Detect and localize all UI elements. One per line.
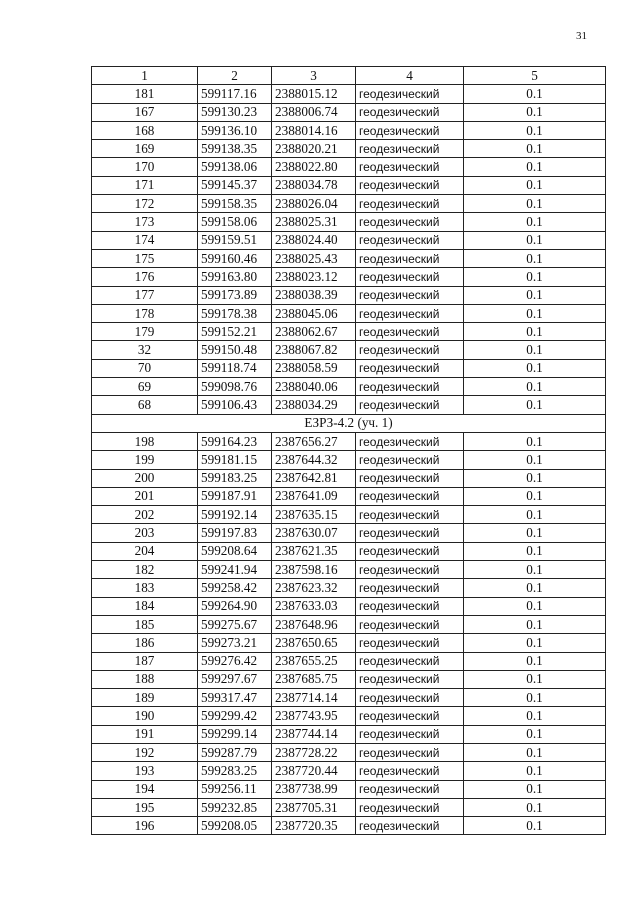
- table-row: [92, 817, 606, 835]
- precision-cell: 0.1: [464, 451, 606, 469]
- method-cell: геодезический: [356, 140, 464, 158]
- method-cell: геодезический: [356, 487, 464, 505]
- y-coordinate-cell: 2388024.40: [272, 231, 356, 249]
- x-coordinate-cell: 599299.14: [198, 725, 272, 743]
- precision-cell: 0.1: [464, 817, 606, 835]
- y-coordinate-cell: 2388022.80: [272, 158, 356, 176]
- x-coordinate-cell: 599173.89: [198, 286, 272, 304]
- method-cell: геодезический: [356, 158, 464, 176]
- y-coordinate-cell: 2387705.31: [272, 798, 356, 816]
- point-number-cell: 199: [92, 451, 198, 469]
- precision-cell: 0.1: [464, 469, 606, 487]
- table-row: [92, 213, 606, 231]
- column-header-4: 4: [356, 67, 464, 85]
- precision-cell: 0.1: [464, 195, 606, 213]
- x-coordinate-cell: 599130.23: [198, 103, 272, 121]
- precision-cell: 0.1: [464, 762, 606, 780]
- y-coordinate-cell: 2388038.39: [272, 286, 356, 304]
- x-coordinate-cell: 599299.42: [198, 707, 272, 725]
- method-cell: геодезический: [356, 359, 464, 377]
- table-row: [92, 249, 606, 267]
- point-number-cell: 179: [92, 323, 198, 341]
- precision-cell: 0.1: [464, 615, 606, 633]
- y-coordinate-cell: 2387633.03: [272, 597, 356, 615]
- method-cell: геодезический: [356, 707, 464, 725]
- x-coordinate-cell: 599192.14: [198, 506, 272, 524]
- method-cell: геодезический: [356, 743, 464, 761]
- x-coordinate-cell: 599160.46: [198, 249, 272, 267]
- column-header-2: 2: [198, 67, 272, 85]
- table-row: [92, 689, 606, 707]
- point-number-cell: 174: [92, 231, 198, 249]
- table-row: [92, 121, 606, 139]
- precision-cell: 0.1: [464, 487, 606, 505]
- precision-cell: 0.1: [464, 304, 606, 322]
- point-number-cell: 186: [92, 634, 198, 652]
- table-row: [92, 506, 606, 524]
- table-row: [92, 615, 606, 633]
- precision-cell: 0.1: [464, 158, 606, 176]
- y-coordinate-cell: 2388034.78: [272, 176, 356, 194]
- precision-cell: 0.1: [464, 725, 606, 743]
- precision-cell: 0.1: [464, 432, 606, 450]
- point-number-cell: 203: [92, 524, 198, 542]
- table-row: [92, 231, 606, 249]
- x-coordinate-cell: 599241.94: [198, 561, 272, 579]
- method-cell: геодезический: [356, 798, 464, 816]
- table-row: [92, 378, 606, 396]
- x-coordinate-cell: 599208.05: [198, 817, 272, 835]
- point-number-cell: 191: [92, 725, 198, 743]
- point-number-cell: 185: [92, 615, 198, 633]
- x-coordinate-cell: 599181.15: [198, 451, 272, 469]
- method-cell: геодезический: [356, 670, 464, 688]
- method-cell: геодезический: [356, 615, 464, 633]
- table-row: [92, 85, 606, 103]
- point-number-cell: 178: [92, 304, 198, 322]
- x-coordinate-cell: 599159.51: [198, 231, 272, 249]
- point-number-cell: 194: [92, 780, 198, 798]
- y-coordinate-cell: 2387743.95: [272, 707, 356, 725]
- point-number-cell: 173: [92, 213, 198, 231]
- table-row: [92, 341, 606, 359]
- method-cell: геодезический: [356, 597, 464, 615]
- x-coordinate-cell: 599163.80: [198, 268, 272, 286]
- table-row: [92, 743, 606, 761]
- table-row: [92, 304, 606, 322]
- precision-cell: 0.1: [464, 176, 606, 194]
- x-coordinate-cell: 599264.90: [198, 597, 272, 615]
- table-row: [92, 268, 606, 286]
- point-number-cell: 193: [92, 762, 198, 780]
- table-body: [92, 85, 606, 835]
- y-coordinate-cell: 2387685.75: [272, 670, 356, 688]
- point-number-cell: 171: [92, 176, 198, 194]
- precision-cell: 0.1: [464, 780, 606, 798]
- method-cell: геодезический: [356, 396, 464, 414]
- y-coordinate-cell: 2388020.21: [272, 140, 356, 158]
- y-coordinate-cell: 2387650.65: [272, 634, 356, 652]
- table-row: [92, 762, 606, 780]
- x-coordinate-cell: 599197.83: [198, 524, 272, 542]
- x-coordinate-cell: 599164.23: [198, 432, 272, 450]
- point-number-cell: 182: [92, 561, 198, 579]
- x-coordinate-cell: 599208.64: [198, 542, 272, 560]
- method-cell: геодезический: [356, 103, 464, 121]
- precision-cell: 0.1: [464, 670, 606, 688]
- y-coordinate-cell: 2388015.12: [272, 85, 356, 103]
- y-coordinate-cell: 2388023.12: [272, 268, 356, 286]
- table-row: [92, 176, 606, 194]
- point-number-cell: 187: [92, 652, 198, 670]
- table-row: [92, 561, 606, 579]
- precision-cell: 0.1: [464, 506, 606, 524]
- method-cell: геодезический: [356, 304, 464, 322]
- x-coordinate-cell: 599183.25: [198, 469, 272, 487]
- y-coordinate-cell: 2387642.81: [272, 469, 356, 487]
- y-coordinate-cell: 2387621.35: [272, 542, 356, 560]
- precision-cell: 0.1: [464, 140, 606, 158]
- y-coordinate-cell: 2387744.14: [272, 725, 356, 743]
- page-number: 31: [576, 30, 587, 42]
- table-row: [92, 579, 606, 597]
- table-row: [92, 652, 606, 670]
- table-row: [92, 670, 606, 688]
- x-coordinate-cell: 599117.16: [198, 85, 272, 103]
- coordinates-table: [91, 66, 606, 835]
- table-row: [92, 707, 606, 725]
- method-cell: геодезический: [356, 524, 464, 542]
- point-number-cell: 32: [92, 341, 198, 359]
- method-cell: геодезический: [356, 451, 464, 469]
- y-coordinate-cell: 2387714.14: [272, 689, 356, 707]
- x-coordinate-cell: 599287.79: [198, 743, 272, 761]
- y-coordinate-cell: 2388025.31: [272, 213, 356, 231]
- table-row: [92, 524, 606, 542]
- point-number-cell: 190: [92, 707, 198, 725]
- method-cell: геодезический: [356, 286, 464, 304]
- y-coordinate-cell: 2388067.82: [272, 341, 356, 359]
- y-coordinate-cell: 2388025.43: [272, 249, 356, 267]
- precision-cell: 0.1: [464, 121, 606, 139]
- table-row: [92, 359, 606, 377]
- point-number-cell: 198: [92, 432, 198, 450]
- method-cell: геодезический: [356, 378, 464, 396]
- x-coordinate-cell: 599145.37: [198, 176, 272, 194]
- point-number-cell: 183: [92, 579, 198, 597]
- point-number-cell: 172: [92, 195, 198, 213]
- point-number-cell: 192: [92, 743, 198, 761]
- table-row: [92, 780, 606, 798]
- method-cell: геодезический: [356, 249, 464, 267]
- point-number-cell: 176: [92, 268, 198, 286]
- column-header-5: 5: [464, 67, 606, 85]
- table-row: [92, 195, 606, 213]
- y-coordinate-cell: 2387738.99: [272, 780, 356, 798]
- point-number-cell: 196: [92, 817, 198, 835]
- y-coordinate-cell: 2387655.25: [272, 652, 356, 670]
- table-row: [92, 634, 606, 652]
- precision-cell: 0.1: [464, 268, 606, 286]
- table-row: [92, 432, 606, 450]
- y-coordinate-cell: 2388026.04: [272, 195, 356, 213]
- point-number-cell: 181: [92, 85, 198, 103]
- table-row: [92, 798, 606, 816]
- precision-cell: 0.1: [464, 396, 606, 414]
- point-number-cell: 184: [92, 597, 198, 615]
- method-cell: геодезический: [356, 268, 464, 286]
- x-coordinate-cell: 599232.85: [198, 798, 272, 816]
- y-coordinate-cell: 2388006.74: [272, 103, 356, 121]
- method-cell: геодезический: [356, 231, 464, 249]
- method-cell: геодезический: [356, 213, 464, 231]
- table-row: [92, 158, 606, 176]
- precision-cell: 0.1: [464, 542, 606, 560]
- x-coordinate-cell: 599297.67: [198, 670, 272, 688]
- x-coordinate-cell: 599138.06: [198, 158, 272, 176]
- method-cell: геодезический: [356, 634, 464, 652]
- point-number-cell: 188: [92, 670, 198, 688]
- x-coordinate-cell: 599256.11: [198, 780, 272, 798]
- precision-cell: 0.1: [464, 524, 606, 542]
- point-number-cell: 70: [92, 359, 198, 377]
- x-coordinate-cell: 599136.10: [198, 121, 272, 139]
- point-number-cell: 202: [92, 506, 198, 524]
- column-header-3: 3: [272, 67, 356, 85]
- point-number-cell: 189: [92, 689, 198, 707]
- precision-cell: 0.1: [464, 213, 606, 231]
- precision-cell: 0.1: [464, 378, 606, 396]
- method-cell: геодезический: [356, 341, 464, 359]
- method-cell: геодезический: [356, 762, 464, 780]
- y-coordinate-cell: 2387656.27: [272, 432, 356, 450]
- y-coordinate-cell: 2387635.15: [272, 506, 356, 524]
- y-coordinate-cell: 2388058.59: [272, 359, 356, 377]
- point-number-cell: 169: [92, 140, 198, 158]
- precision-cell: 0.1: [464, 707, 606, 725]
- y-coordinate-cell: 2387648.96: [272, 615, 356, 633]
- precision-cell: 0.1: [464, 652, 606, 670]
- y-coordinate-cell: 2387641.09: [272, 487, 356, 505]
- y-coordinate-cell: 2388034.29: [272, 396, 356, 414]
- method-cell: геодезический: [356, 579, 464, 597]
- method-cell: геодезический: [356, 506, 464, 524]
- method-cell: геодезический: [356, 542, 464, 560]
- y-coordinate-cell: 2387720.44: [272, 762, 356, 780]
- method-cell: геодезический: [356, 85, 464, 103]
- point-number-cell: 69: [92, 378, 198, 396]
- point-number-cell: 68: [92, 396, 198, 414]
- x-coordinate-cell: 599118.74: [198, 359, 272, 377]
- precision-cell: 0.1: [464, 249, 606, 267]
- method-cell: геодезический: [356, 725, 464, 743]
- table-row: [92, 487, 606, 505]
- precision-cell: 0.1: [464, 85, 606, 103]
- y-coordinate-cell: 2387630.07: [272, 524, 356, 542]
- x-coordinate-cell: 599158.35: [198, 195, 272, 213]
- table-row: [92, 451, 606, 469]
- section-title: ЕЗРЗ-4.2 (уч. 1): [92, 414, 606, 432]
- table-row: [92, 140, 606, 158]
- point-number-cell: 168: [92, 121, 198, 139]
- y-coordinate-cell: 2388014.16: [272, 121, 356, 139]
- table-row: [92, 323, 606, 341]
- point-number-cell: 167: [92, 103, 198, 121]
- method-cell: геодезический: [356, 469, 464, 487]
- point-number-cell: 175: [92, 249, 198, 267]
- x-coordinate-cell: 599152.21: [198, 323, 272, 341]
- table-row: [92, 103, 606, 121]
- column-header-1: 1: [92, 67, 198, 85]
- precision-cell: 0.1: [464, 634, 606, 652]
- x-coordinate-cell: 599275.67: [198, 615, 272, 633]
- method-cell: геодезический: [356, 561, 464, 579]
- precision-cell: 0.1: [464, 798, 606, 816]
- y-coordinate-cell: 2388062.67: [272, 323, 356, 341]
- method-cell: геодезический: [356, 652, 464, 670]
- section-row: [92, 414, 606, 432]
- precision-cell: 0.1: [464, 359, 606, 377]
- x-coordinate-cell: 599258.42: [198, 579, 272, 597]
- y-coordinate-cell: 2387728.22: [272, 743, 356, 761]
- y-coordinate-cell: 2388045.06: [272, 304, 356, 322]
- precision-cell: 0.1: [464, 323, 606, 341]
- table-row: [92, 542, 606, 560]
- x-coordinate-cell: 599098.76: [198, 378, 272, 396]
- method-cell: геодезический: [356, 780, 464, 798]
- table-row: [92, 469, 606, 487]
- precision-cell: 0.1: [464, 341, 606, 359]
- method-cell: геодезический: [356, 432, 464, 450]
- method-cell: геодезический: [356, 817, 464, 835]
- point-number-cell: 201: [92, 487, 198, 505]
- table-row: [92, 725, 606, 743]
- table-row: [92, 286, 606, 304]
- method-cell: геодезический: [356, 121, 464, 139]
- x-coordinate-cell: 599187.91: [198, 487, 272, 505]
- point-number-cell: 177: [92, 286, 198, 304]
- precision-cell: 0.1: [464, 231, 606, 249]
- x-coordinate-cell: 599158.06: [198, 213, 272, 231]
- y-coordinate-cell: 2387644.32: [272, 451, 356, 469]
- precision-cell: 0.1: [464, 103, 606, 121]
- x-coordinate-cell: 599138.35: [198, 140, 272, 158]
- precision-cell: 0.1: [464, 597, 606, 615]
- precision-cell: 0.1: [464, 286, 606, 304]
- method-cell: геодезический: [356, 323, 464, 341]
- method-cell: геодезический: [356, 195, 464, 213]
- point-number-cell: 195: [92, 798, 198, 816]
- method-cell: геодезический: [356, 689, 464, 707]
- table-row: [92, 597, 606, 615]
- x-coordinate-cell: 599150.48: [198, 341, 272, 359]
- precision-cell: 0.1: [464, 579, 606, 597]
- precision-cell: 0.1: [464, 743, 606, 761]
- table-header-row: [92, 67, 606, 85]
- y-coordinate-cell: 2387623.32: [272, 579, 356, 597]
- y-coordinate-cell: 2387720.35: [272, 817, 356, 835]
- x-coordinate-cell: 599276.42: [198, 652, 272, 670]
- y-coordinate-cell: 2388040.06: [272, 378, 356, 396]
- y-coordinate-cell: 2387598.16: [272, 561, 356, 579]
- x-coordinate-cell: 599106.43: [198, 396, 272, 414]
- point-number-cell: 204: [92, 542, 198, 560]
- table-row: [92, 396, 606, 414]
- point-number-cell: 200: [92, 469, 198, 487]
- precision-cell: 0.1: [464, 689, 606, 707]
- x-coordinate-cell: 599273.21: [198, 634, 272, 652]
- point-number-cell: 170: [92, 158, 198, 176]
- method-cell: геодезический: [356, 176, 464, 194]
- x-coordinate-cell: 599317.47: [198, 689, 272, 707]
- precision-cell: 0.1: [464, 561, 606, 579]
- x-coordinate-cell: 599178.38: [198, 304, 272, 322]
- x-coordinate-cell: 599283.25: [198, 762, 272, 780]
